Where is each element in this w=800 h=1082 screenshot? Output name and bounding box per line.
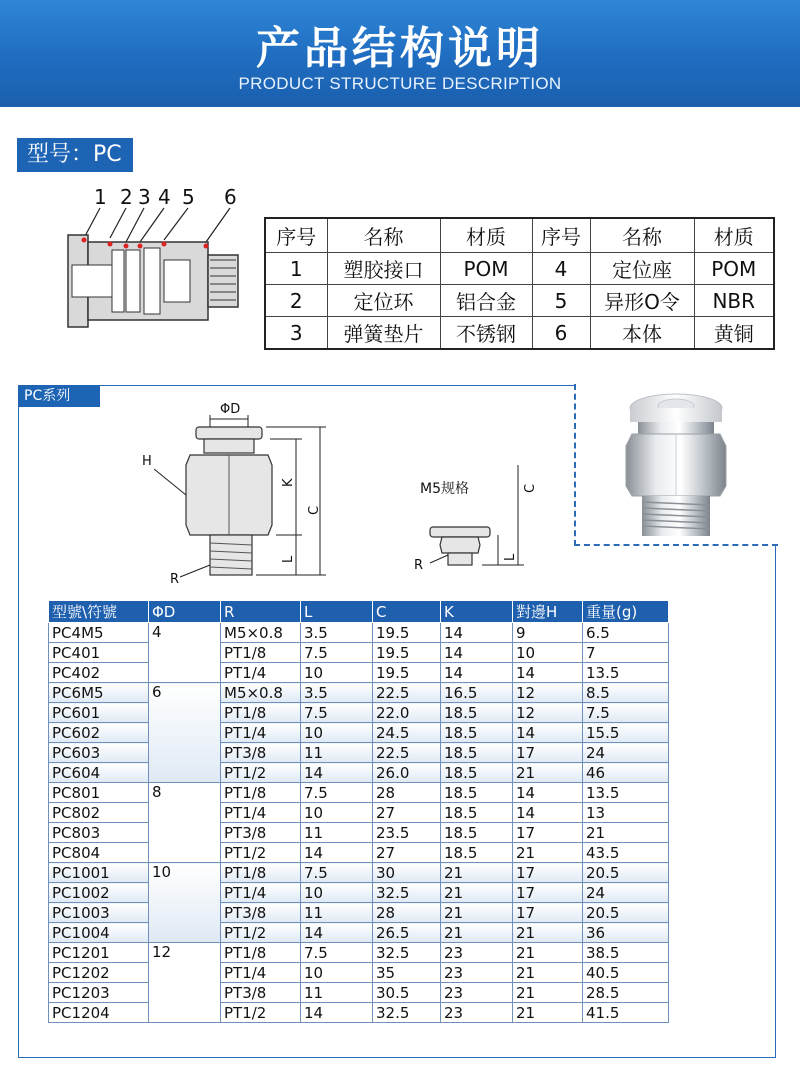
table-row — [49, 943, 669, 963]
model-cell: PC1001 — [49, 863, 149, 883]
k-cell: 14 — [441, 663, 513, 683]
table-cell: 塑胶接口 — [327, 253, 440, 285]
thread-cell: PT1/8 — [221, 643, 301, 663]
model-cell: PC802 — [49, 803, 149, 823]
table-row — [49, 963, 669, 983]
weight-cell: 13 — [583, 803, 669, 823]
callout-2: 2 — [120, 185, 133, 209]
hex-cell: 14 — [513, 723, 583, 743]
table-row — [265, 317, 774, 350]
table-row — [49, 643, 669, 663]
hex-cell: 12 — [513, 703, 583, 723]
weight-cell: 40.5 — [583, 963, 669, 983]
k-cell: 16.5 — [441, 683, 513, 703]
dimension-diagram — [130, 395, 570, 595]
l-cell: 14 — [301, 763, 373, 783]
c-cell: 24.5 — [373, 723, 441, 743]
weight-cell: 7.5 — [583, 703, 669, 723]
od-cell: 6 — [149, 683, 221, 783]
callout-3: 3 — [138, 185, 151, 209]
k-label: K — [281, 478, 296, 487]
weight-cell: 43.5 — [583, 843, 669, 863]
l-cell: 11 — [301, 983, 373, 1003]
k-cell: 18.5 — [441, 803, 513, 823]
hex-cell: 21 — [513, 763, 583, 783]
k-cell: 18.5 — [441, 843, 513, 863]
m5-title: M5规格 — [420, 481, 469, 497]
thread-cell: PT1/2 — [221, 763, 301, 783]
thread-cell: PT1/4 — [221, 963, 301, 983]
header-cell: R — [221, 601, 301, 623]
thread-cell: M5×0.8 — [221, 623, 301, 643]
hex-cell: 21 — [513, 843, 583, 863]
c-cell: 19.5 — [373, 663, 441, 683]
m5-c-label: C — [523, 483, 538, 493]
weight-cell: 24 — [583, 743, 669, 763]
hex-cell: 17 — [513, 743, 583, 763]
spec-table-body — [49, 623, 669, 1023]
thread-cell: PT1/8 — [221, 783, 301, 803]
l-cell: 10 — [301, 803, 373, 823]
callout-1: 1 — [94, 185, 107, 209]
table-row — [49, 683, 669, 703]
header-cell: ΦD — [149, 601, 221, 623]
c-cell: 19.5 — [373, 623, 441, 643]
l-cell: 3.5 — [301, 683, 373, 703]
thread-cell: PT1/4 — [221, 883, 301, 903]
c-cell: 30 — [373, 863, 441, 883]
c-label: C — [307, 505, 322, 515]
k-cell: 21 — [441, 883, 513, 903]
table-cell: 弹簧垫片 — [327, 317, 440, 350]
header-cell: 材质 — [694, 218, 774, 253]
header-cell: 序号 — [532, 218, 590, 253]
k-cell: 23 — [441, 963, 513, 983]
header-cell: C — [373, 601, 441, 623]
c-cell: 27 — [373, 843, 441, 863]
l-label: L — [281, 555, 296, 563]
c-cell: 27 — [373, 803, 441, 823]
model-cell: PC1203 — [49, 983, 149, 1003]
hex-cell: 14 — [513, 803, 583, 823]
thread-cell: M5×0.8 — [221, 683, 301, 703]
l-cell: 10 — [301, 723, 373, 743]
k-cell: 21 — [441, 923, 513, 943]
page-title: 产品结构说明 — [256, 23, 544, 74]
model-label: 型号：PC — [17, 138, 133, 172]
hex-cell: 14 — [513, 783, 583, 803]
c-cell: 35 — [373, 963, 441, 983]
k-cell: 18.5 — [441, 723, 513, 743]
model-cell: PC801 — [49, 783, 149, 803]
model-cell: PC603 — [49, 743, 149, 763]
page-header — [0, 0, 800, 107]
weight-cell: 36 — [583, 923, 669, 943]
c-cell: 30.5 — [373, 983, 441, 1003]
k-cell: 18.5 — [441, 823, 513, 843]
table-row — [265, 285, 774, 317]
k-cell: 21 — [441, 903, 513, 923]
thread-cell: PT1/2 — [221, 923, 301, 943]
table-cell: POM — [694, 253, 774, 285]
thread-cell: PT3/8 — [221, 823, 301, 843]
weight-cell: 24 — [583, 883, 669, 903]
table-row — [49, 903, 669, 923]
hex-cell: 21 — [513, 943, 583, 963]
table-row — [49, 623, 669, 643]
hex-cell: 21 — [513, 1003, 583, 1023]
table-row — [49, 843, 669, 863]
table-row — [49, 763, 669, 783]
weight-cell: 7 — [583, 643, 669, 663]
c-cell: 19.5 — [373, 643, 441, 663]
material-table-header — [265, 218, 774, 253]
model-cell: PC803 — [49, 823, 149, 843]
r-label: R — [170, 572, 180, 587]
table-row — [49, 923, 669, 943]
weight-cell: 8.5 — [583, 683, 669, 703]
od-cell: 4 — [149, 623, 221, 683]
hex-cell: 21 — [513, 963, 583, 983]
l-cell: 3.5 — [301, 623, 373, 643]
header-cell: 重量(g) — [583, 601, 669, 623]
l-cell: 10 — [301, 963, 373, 983]
l-cell: 11 — [301, 823, 373, 843]
header-cell: 名称 — [590, 218, 694, 253]
hex-cell: 12 — [513, 683, 583, 703]
model-cell: PC1201 — [49, 943, 149, 963]
model-cell: PC1002 — [49, 883, 149, 903]
spec-table — [48, 600, 669, 1023]
product-photo — [576, 384, 776, 542]
l-cell: 14 — [301, 843, 373, 863]
thread-cell: PT3/8 — [221, 983, 301, 1003]
model-cell: PC401 — [49, 643, 149, 663]
c-cell: 32.5 — [373, 1003, 441, 1023]
thread-cell: PT1/4 — [221, 723, 301, 743]
thread-cell: PT3/8 — [221, 743, 301, 763]
od-cell: 12 — [149, 943, 221, 1023]
l-cell: 14 — [301, 923, 373, 943]
table-row — [49, 823, 669, 843]
k-cell: 23 — [441, 943, 513, 963]
table-cell: 1 — [265, 253, 327, 285]
table-cell: 不锈钢 — [440, 317, 532, 350]
header-cell: 材质 — [440, 218, 532, 253]
thread-cell: PT1/2 — [221, 1003, 301, 1023]
table-cell: POM — [440, 253, 532, 285]
table-cell: 2 — [265, 285, 327, 317]
table-row — [49, 663, 669, 683]
page-subtitle: PRODUCT STRUCTURE DESCRIPTION — [238, 74, 562, 93]
model-cell: PC602 — [49, 723, 149, 743]
structure-diagram — [60, 180, 260, 350]
l-cell: 11 — [301, 903, 373, 923]
thread-cell: PT1/8 — [221, 943, 301, 963]
weight-cell: 41.5 — [583, 1003, 669, 1023]
header-cell: 對邊H — [513, 601, 583, 623]
od-label: ΦD — [220, 402, 241, 417]
model-cell: PC402 — [49, 663, 149, 683]
model-cell: PC601 — [49, 703, 149, 723]
model-cell: PC1003 — [49, 903, 149, 923]
hex-cell: 21 — [513, 983, 583, 1003]
k-cell: 18.5 — [441, 703, 513, 723]
table-cell: 定位座 — [590, 253, 694, 285]
weight-cell: 13.5 — [583, 783, 669, 803]
thread-cell: PT1/8 — [221, 863, 301, 883]
table-cell: NBR — [694, 285, 774, 317]
table-row — [49, 703, 669, 723]
hex-cell: 17 — [513, 903, 583, 923]
pc-series-tag: PC系列 — [18, 385, 100, 407]
header-cell: L — [301, 601, 373, 623]
hex-cell: 17 — [513, 863, 583, 883]
od-cell: 8 — [149, 783, 221, 863]
k-cell: 18.5 — [441, 783, 513, 803]
od-cell: 10 — [149, 863, 221, 943]
callout-5: 5 — [182, 185, 195, 209]
hex-cell: 17 — [513, 883, 583, 903]
hex-cell: 14 — [513, 663, 583, 683]
m5-l-label: L — [503, 553, 518, 561]
header-cell: K — [441, 601, 513, 623]
material-table — [264, 217, 775, 350]
c-cell: 28 — [373, 783, 441, 803]
weight-cell: 21 — [583, 823, 669, 843]
weight-cell: 6.5 — [583, 623, 669, 643]
hex-cell: 17 — [513, 823, 583, 843]
table-row — [265, 253, 774, 285]
l-cell: 7.5 — [301, 703, 373, 723]
table-row — [49, 883, 669, 903]
l-cell: 14 — [301, 1003, 373, 1023]
c-cell: 22.0 — [373, 703, 441, 723]
hex-cell: 10 — [513, 643, 583, 663]
c-cell: 28 — [373, 903, 441, 923]
weight-cell: 13.5 — [583, 663, 669, 683]
weight-cell: 38.5 — [583, 943, 669, 963]
c-cell: 32.5 — [373, 943, 441, 963]
l-cell: 10 — [301, 663, 373, 683]
thread-cell: PT1/2 — [221, 843, 301, 863]
k-cell: 14 — [441, 623, 513, 643]
c-cell: 26.0 — [373, 763, 441, 783]
table-row — [49, 743, 669, 763]
model-cell: PC1004 — [49, 923, 149, 943]
table-cell: 本体 — [590, 317, 694, 350]
thread-cell: PT3/8 — [221, 903, 301, 923]
product-photo-frame — [574, 384, 778, 546]
weight-cell: 46 — [583, 763, 669, 783]
spec-table-header — [49, 601, 669, 623]
c-cell: 32.5 — [373, 883, 441, 903]
l-cell: 7.5 — [301, 643, 373, 663]
weight-cell: 28.5 — [583, 983, 669, 1003]
table-cell: 4 — [532, 253, 590, 285]
table-row — [49, 1003, 669, 1023]
k-cell: 23 — [441, 1003, 513, 1023]
header-cell: 名称 — [327, 218, 440, 253]
l-cell: 7.5 — [301, 863, 373, 883]
k-cell: 23 — [441, 983, 513, 1003]
c-cell: 26.5 — [373, 923, 441, 943]
thread-cell: PT1/8 — [221, 703, 301, 723]
header-cell: 序号 — [265, 218, 327, 253]
table-cell: 6 — [532, 317, 590, 350]
c-cell: 22.5 — [373, 683, 441, 703]
callout-6: 6 — [224, 185, 237, 209]
table-cell: 铝合金 — [440, 285, 532, 317]
hex-cell: 9 — [513, 623, 583, 643]
c-cell: 22.5 — [373, 743, 441, 763]
m5-r-label: R — [414, 558, 424, 573]
table-row — [49, 723, 669, 743]
model-cell: PC4M5 — [49, 623, 149, 643]
table-row — [49, 783, 669, 803]
k-cell: 14 — [441, 643, 513, 663]
model-cell: PC1204 — [49, 1003, 149, 1023]
l-cell: 7.5 — [301, 943, 373, 963]
weight-cell: 20.5 — [583, 903, 669, 923]
header-cell: 型號\符號 — [49, 601, 149, 623]
thread-cell: PT1/4 — [221, 663, 301, 683]
model-cell: PC804 — [49, 843, 149, 863]
table-cell: 定位环 — [327, 285, 440, 317]
table-row — [49, 983, 669, 1003]
model-cell: PC1202 — [49, 963, 149, 983]
table-row — [49, 863, 669, 883]
weight-cell: 15.5 — [583, 723, 669, 743]
model-cell: PC604 — [49, 763, 149, 783]
k-cell: 18.5 — [441, 743, 513, 763]
l-cell: 10 — [301, 883, 373, 903]
k-cell: 18.5 — [441, 763, 513, 783]
h-label: H — [142, 454, 152, 469]
weight-cell: 20.5 — [583, 863, 669, 883]
table-cell: 3 — [265, 317, 327, 350]
hex-cell: 21 — [513, 923, 583, 943]
thread-cell: PT1/4 — [221, 803, 301, 823]
c-cell: 23.5 — [373, 823, 441, 843]
table-cell: 黄铜 — [694, 317, 774, 350]
l-cell: 11 — [301, 743, 373, 763]
table-cell: 5 — [532, 285, 590, 317]
table-row — [49, 803, 669, 823]
l-cell: 7.5 — [301, 783, 373, 803]
table-cell: 异形O令 — [590, 285, 694, 317]
model-cell: PC6M5 — [49, 683, 149, 703]
k-cell: 21 — [441, 863, 513, 883]
callout-4: 4 — [158, 185, 171, 209]
